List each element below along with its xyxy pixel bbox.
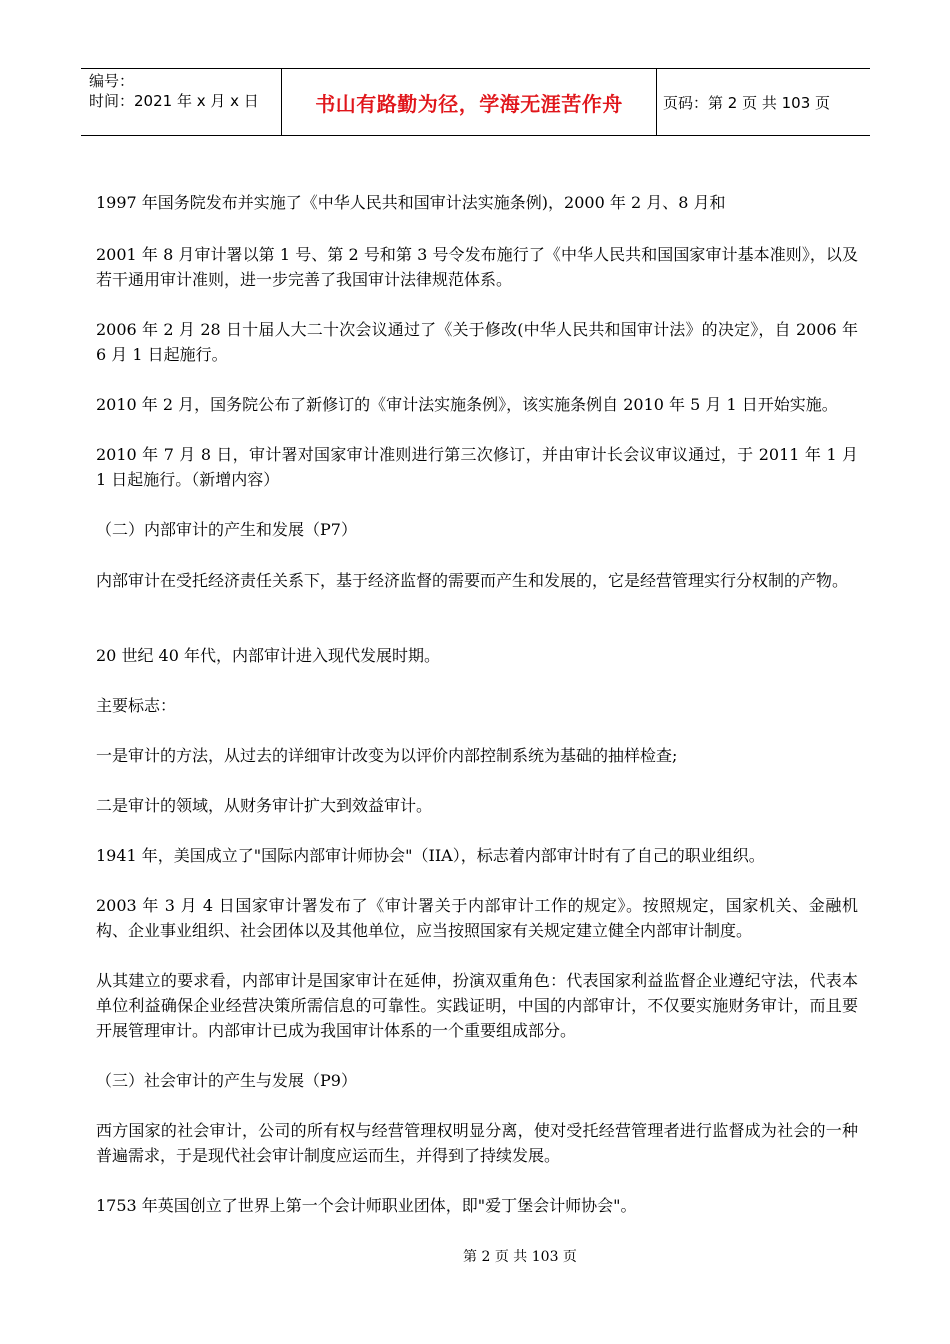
paragraph: 二是审计的领域，从财务审计扩大到效益审计。 — [96, 796, 433, 815]
paragraph: 2010 年 7 月 8 日，审计署对国家审计准则进行第三次修订，并由审计长会议审议通过，于 2011 年 1 月 1 日起施行。（新增内容） — [96, 445, 858, 489]
paragraph: 内部审计在受托经济责任关系下，基于经济监督的需要而产生和发展的，它是经营管理实行分权制的产物。 — [96, 571, 849, 590]
paragraph: 一是审计的方法，从过去的详细审计改变为以评价内部控制系统为基础的抽样检查; — [96, 746, 678, 765]
serial-label: 编号： — [89, 72, 135, 90]
paragraph: 2010 年 2 月，国务院公布了新修订的《审计法实施条例》，该实施条例自 2010 年 5 月 1 日开始实施。 — [96, 395, 838, 414]
section-heading: （三）社会审计的产生与发展（P9） — [96, 1071, 357, 1090]
header-meta — [81, 69, 281, 135]
paragraph: 2003 年 3 月 4 日国家审计署发布了《审计署关于内部审计工作的规定》。按照规定，国家机关、金融机构、企业事业组织、社会团体以及其他单位，应当按照国家有关规定建立健全内部审计制度。 — [96, 896, 858, 940]
paragraph: 西方国家的社会审计，公司的所有权与经营管理权明显分离，使对受托经营管理者进行监督成为社会的一种普遍需求，于是现代社会审计制度应运而生，并得到了持续发展。 — [96, 1121, 858, 1165]
paragraph: 从其建立的要求看，内部审计是国家审计在延伸，扮演双重角色：代表国家利益监督企业遵纪守法，代表本单位利益确保企业经营决策所需信息的可靠性。实践证明，中国的内部审计，不仅要实施财务审计，而且要开展管理审计。内部审计已成为我国审计体系的一个重要组成部分。 — [96, 971, 858, 1040]
paragraph: 1941 年，美国成立了"国际内部审计师协会"（IIA），标志着内部审计时有了自己的职业组织。 — [96, 846, 765, 865]
page-header — [81, 68, 870, 136]
paragraph: 1753 年英国创立了世界上第一个会计师职业团体，即"爱丁堡会计师协会"。 — [96, 1196, 637, 1215]
header-motto: 书山有路勤为径，学海无涯苦作舟 — [281, 69, 657, 135]
paragraph: 20 世纪 40 年代，内部审计进入现代发展时期。 — [96, 646, 440, 665]
section-heading: （二）内部审计的产生和发展（P7） — [96, 520, 357, 539]
paragraph: 主要标志： — [96, 696, 177, 715]
paragraph: 1997 年国务院发布并实施了《中华人民共和国审计法实施条例)，2000 年 2 月、8 月和 — [96, 193, 726, 212]
paragraph: 2006 年 2 月 28 日十届人大二十次会议通过了《关于修改(中华人民共和国审计法》的决定》，自 2006 年 6 月 1 日起施行。 — [96, 320, 858, 364]
header-page-info: 页码：第 2 页 共 103 页 — [663, 93, 831, 112]
page-footer: 第 2 页 共 103 页 — [463, 1249, 577, 1265]
paragraph: 2001 年 8 月审计署以第 1 号、第 2 号和第 3 号令发布施行了《中华人民共和国国家审计基本准则》，以及若干通用审计准则，进一步完善了我国审计法律规范体系。 — [96, 245, 858, 289]
date-label: 时间：2021 年 x 月 x 日 — [89, 92, 259, 110]
